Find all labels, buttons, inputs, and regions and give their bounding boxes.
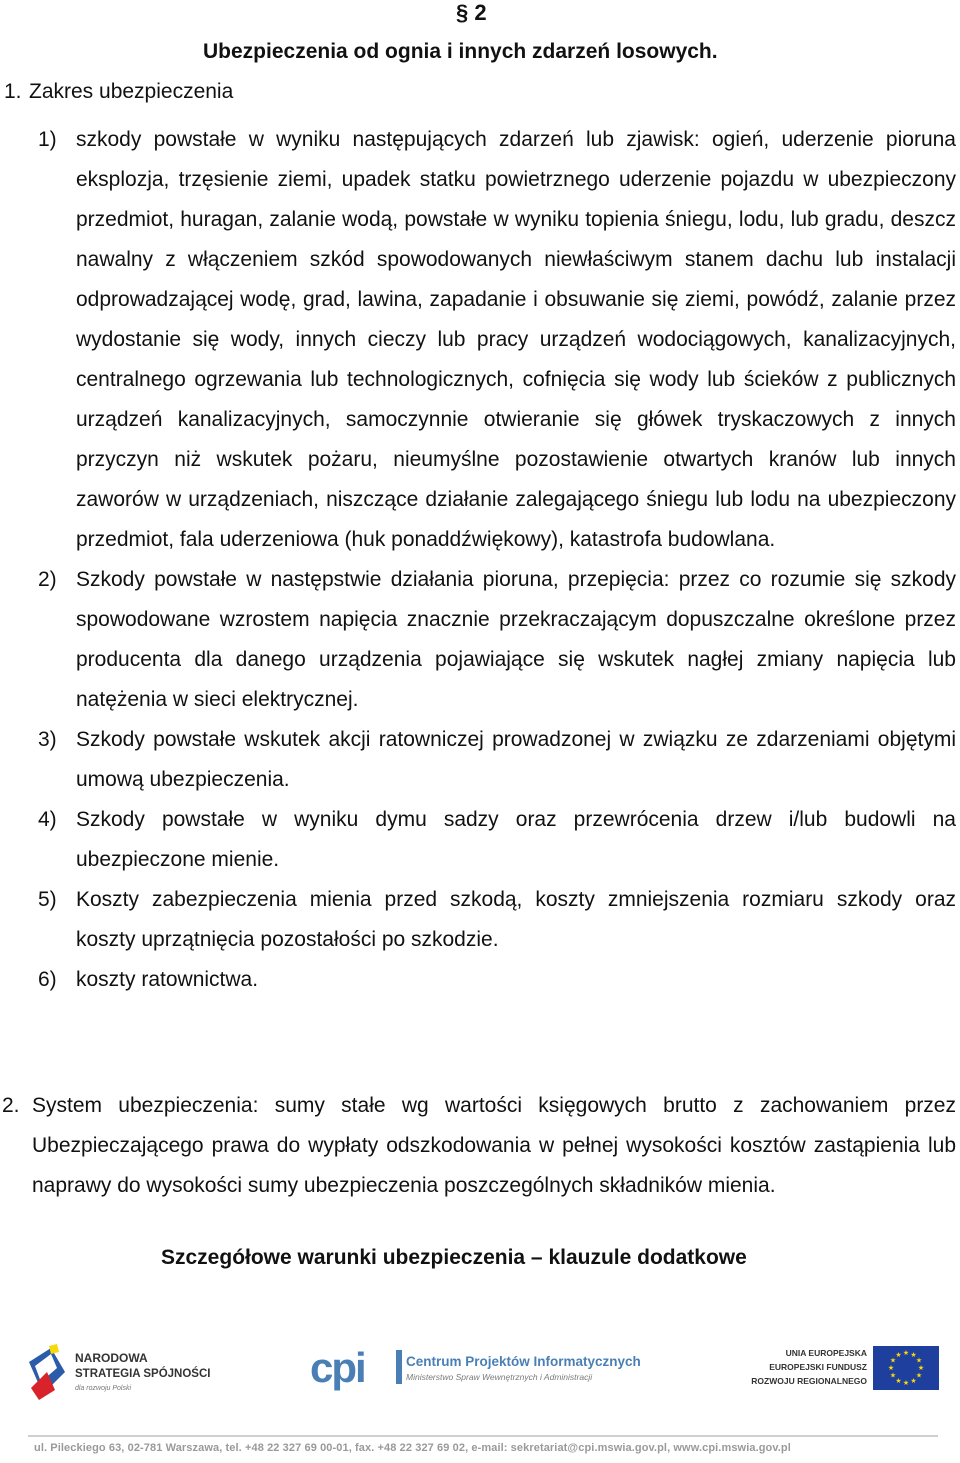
eu-logo-line1: UNIA EUROPEJSKA [785,1348,867,1358]
section-title: Ubezpieczenia od ognia i innych zdarzeń losowych. [203,40,718,63]
svg-text:★: ★ [889,1356,897,1365]
section-mark: § 2 [456,0,487,25]
point-number: 2. [2,1094,20,1117]
clauses-title: Szczegółowe warunki ubezpieczenia – klauzule dodatkowe [161,1246,747,1269]
list-item [38,560,956,720]
list-item-number: 4) [38,808,57,831]
nss-logo [25,1342,211,1402]
eu-logo [745,1344,945,1394]
svg-text:★: ★ [915,1356,923,1365]
list-item-number: 1) [38,128,57,151]
svg-text:★: ★ [917,1364,925,1372]
eu-logo-line3: ROZWOJU REGIONALNEGO [751,1376,867,1386]
list-item-text: Koszty zabezpieczenia mienia przed szkodą, koszty zmniejszenia rozmiaru szkody oraz koszty uprzątnięcia pozostałości po szkodzie. [76,888,956,951]
list-item-number: 5) [38,888,57,911]
nss-logo-line1: NARODOWA [75,1351,148,1365]
scope-items-list [38,120,956,1000]
point-text: System ubezpieczenia: sumy stałe wg wartości księgowych brutto z zachowaniem przez Ubezpieczającego prawa do wypłaty odszkodowania w pełnej wysokości kosztów zastąpienia lub naprawy do wysokości sumy ubezpieczenia poszczególnych składników mienia. [32,1094,956,1197]
footer-divider [28,1435,938,1437]
list-item [38,720,956,800]
list-item [38,120,956,560]
cpi-logo-name: Centrum Projektów Informatycznych [406,1354,641,1369]
insurance-system-paragraph [0,1086,956,1206]
svg-text:★: ★ [902,1349,910,1357]
svg-text:★: ★ [895,1377,902,1385]
scope-heading [4,80,233,104]
scope-heading-text: Zakres ubezpieczenia [29,80,234,103]
list-item-number: 3) [38,728,57,751]
list-item [38,880,956,960]
list-item-text: Szkody powstałe wskutek akcji ratowniczej prowadzonej w związku ze zdarzeniami objętymi umową ubezpieczenia. [76,728,956,791]
svg-text:★: ★ [910,1351,917,1359]
nss-logo-line3: dla rozwoju Polski [75,1385,132,1392]
list-item-number: 6) [38,968,57,991]
logos-bar [0,1330,960,1410]
list-item [38,960,956,1000]
nss-logo-line2: STRATEGIA SPÓJNOŚCI [75,1368,211,1380]
cpi-logo [308,1342,658,1392]
list-item-number: 2) [38,568,57,591]
list-item-text: szkody powstałe w wyniku następujących zdarzeń lub zjawisk: ogień, uderzenie pioruna eksplozja, trzęsienie ziemi, upadek statku powietrznego uderzenie pojazdu w ubezpieczony przedmiot, huragan, zalanie wodą, powstałe w wyniku topienia śniegu, lodu, lub gradu, deszcz nawalny z włączeniem szkód spowodowanych niewłaściwym stanem dachu lub instalacji odprowadzającej wodę, grad, lawina, zapadanie i obsuwanie się ziemi, powódź, zalanie przez wydostanie się wody, innych cieczy lub pracy urządzeń wodociągowych, kanalizacyjnych, centralnego ogrzewania lub technologicznych, cofnięcia się wody lub ścieków z publicznych urządzeń kanalizacyjnych, samoczynnie otwieranie się główek tryskaczowych z innych przyczyn niż wskutek pożaru, nieumyślne pozostawienie otwartych kranów lub innych zaworów w urządzeniach, niszczące działanie zalegającego śniegu lub lodu na ubezpieczony przedmiot, fala uderzeniowa (huk ponaddźwiękowy), katastrofa budowlana. [76,128,956,551]
list-item-text: Szkody powstałe w następstwie działania pioruna, przepięcia: przez co rozumie się szkody spowodowane wzrostem napięcia znacznie przekraczającym dopuszczalne określone przez producenta dla danego urządzenia pojawiające się wskutek nagłej zmiany napięcia lub natężenia w sieci elektrycznej. [76,568,956,711]
list-item [38,800,956,880]
svg-text:★: ★ [895,1351,902,1359]
svg-text:★: ★ [889,1371,897,1380]
list-item-text: Szkody powstałe w wyniku dymu sadzy oraz przewrócenia drzew i/lub budowli na ubezpieczone mienie. [76,808,956,871]
footer-address: ul. Pileckiego 63, 02-781 Warszawa, tel. +48 22 327 69 00-01, fax. +48 22 327 69 02, e-mail: sekretariat@cpi.mswia.gov.pl, www.cpi.mswia.gov.pl [34,1442,791,1454]
eu-logo-line2: EUROPEJSKI FUNDUSZ [769,1362,867,1372]
svg-text:★: ★ [910,1377,917,1385]
scope-number: 1. [4,80,22,103]
cpi-logo-mark: cpi [310,1344,365,1391]
svg-text:★: ★ [902,1379,910,1387]
cpi-logo-sub: Ministerstwo Spraw Wewnętrznych i Administracji [406,1372,593,1382]
list-item-text: koszty ratownictwa. [76,968,259,991]
svg-text:★: ★ [887,1364,895,1372]
svg-text:★: ★ [915,1371,923,1380]
